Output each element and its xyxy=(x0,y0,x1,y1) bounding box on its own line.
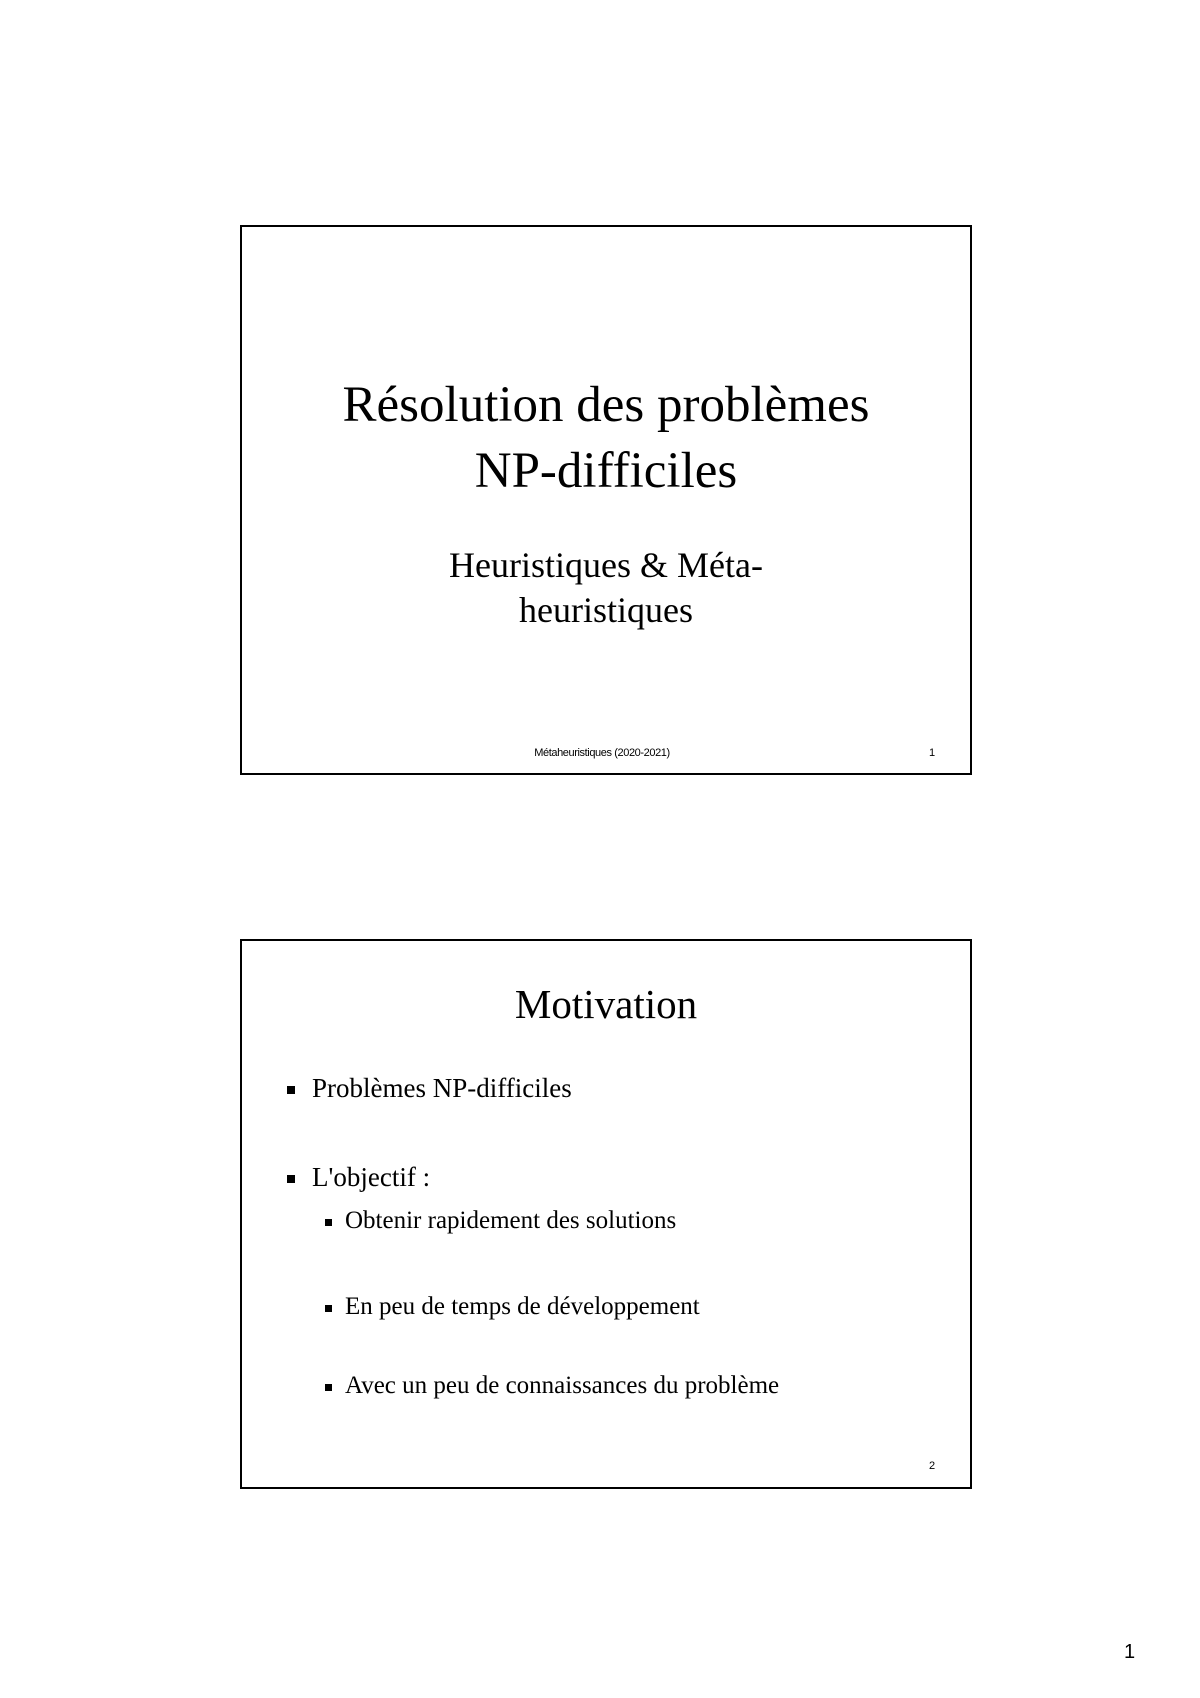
bullet-text: L'objectif : xyxy=(312,1162,431,1192)
sub-bullet-item xyxy=(345,1204,676,1238)
sub-bullet-text: Obtenir rapidement des solutions xyxy=(345,1207,677,1234)
square-bullet-icon xyxy=(287,1175,295,1183)
page-number: 1 xyxy=(1124,1641,1136,1663)
bullet-text: Problèmes NP-difficiles xyxy=(312,1073,572,1103)
slide-footer: Métaheuristiques (2020-2021) xyxy=(534,747,670,759)
sub-bullet-text: En peu de temps de développement xyxy=(345,1293,700,1320)
slide-title xyxy=(242,372,970,504)
slide-page-number: 2 xyxy=(928,1460,936,1472)
slide-subtitle-line-1: Heuristiques & Méta- xyxy=(449,545,763,585)
square-bullet-icon xyxy=(325,1384,332,1391)
slide-1 xyxy=(240,225,972,775)
square-bullet-icon xyxy=(287,1086,295,1094)
slide-title-line-2: NP-difficiles xyxy=(474,443,738,499)
slide-title-line-1: Résolution des problèmes xyxy=(342,377,870,433)
slide-page-number: 1 xyxy=(928,747,936,759)
sub-bullet-text: Avec un peu de connaissances du problème xyxy=(345,1372,780,1399)
slide-subtitle xyxy=(242,543,970,633)
slide-heading: Motivation xyxy=(514,981,698,1027)
bullet-item xyxy=(312,1160,430,1194)
sub-bullet-item xyxy=(345,1369,779,1403)
square-bullet-icon xyxy=(325,1219,332,1226)
sub-bullet-item xyxy=(345,1290,700,1324)
slide-subtitle-line-2: heuristiques xyxy=(519,590,693,630)
bullet-item xyxy=(312,1071,572,1105)
square-bullet-icon xyxy=(325,1305,332,1312)
slide-2 xyxy=(240,939,972,1489)
